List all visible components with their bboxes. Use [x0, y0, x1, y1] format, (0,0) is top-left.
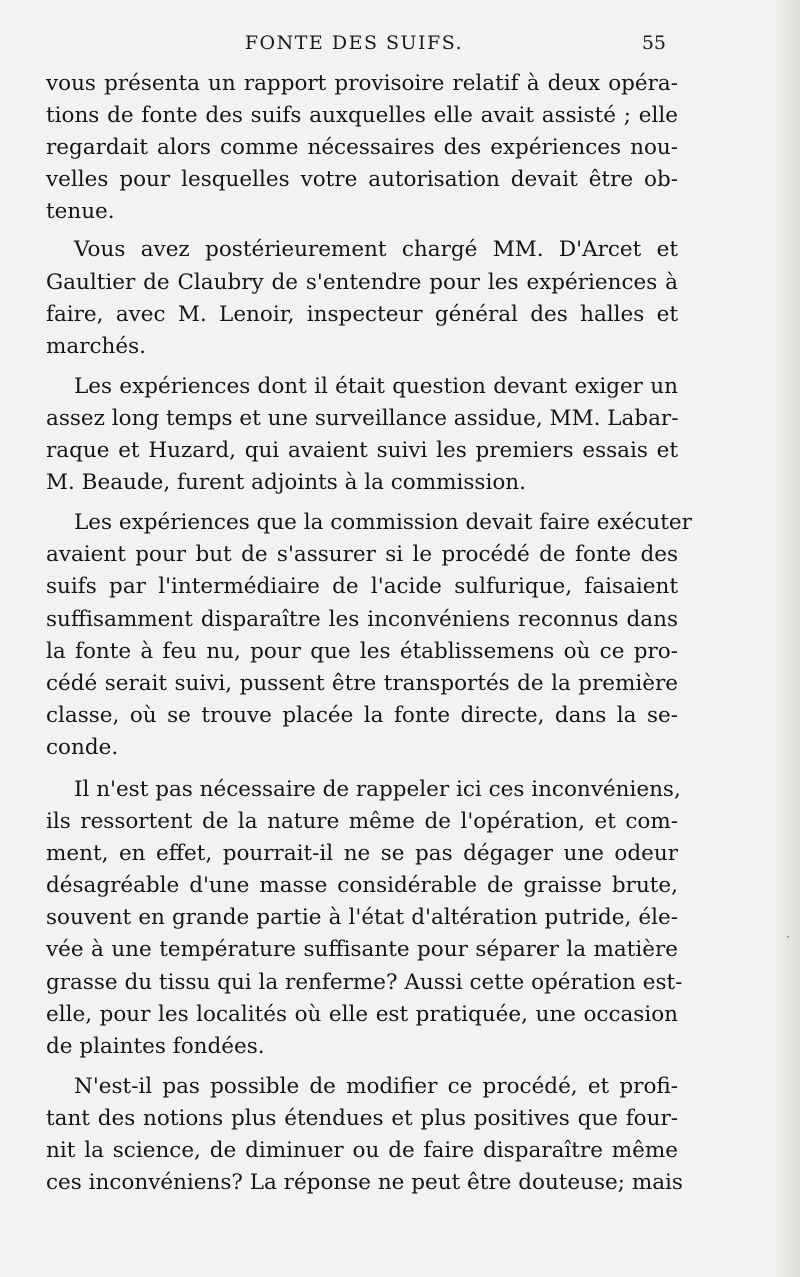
page-edge: [772, 0, 800, 1277]
text-line: conde.: [46, 734, 119, 760]
text-line: vée à une température suffisante pour séparer la matière: [46, 937, 678, 963]
text-line: marchés.: [46, 333, 146, 359]
text-line: grasse du tissu qui la renferme? Aussi cette opération est-: [46, 969, 683, 995]
paragraph: [46, 371, 678, 499]
text-line: tenue.: [46, 199, 115, 225]
paragraph: [46, 234, 678, 362]
text-line: avaient pour but de s'assurer si le procédé de fonte des: [46, 542, 678, 568]
text-line: classe, où se trouve placée la fonte directe, dans la se-: [46, 702, 678, 728]
text-line: suffisamment disparaître les inconvéniens reconnus dans: [46, 606, 678, 632]
paragraph-gap: [46, 363, 678, 371]
text-line: M. Beaude, furent adjoints à la commission.: [46, 470, 526, 496]
page-number: 55: [641, 32, 666, 54]
text-line: raque et Huzard, qui avaient suivi les premiers essais et: [46, 438, 678, 464]
text-line: N'est-il pas possible de modifier ce procédé, et profi-: [74, 1073, 678, 1099]
paragraph-gap: [46, 499, 678, 507]
text-line: faire, avec M. Lenoir, inspecteur général des halles et: [46, 301, 678, 327]
text-line: Vous avez postérieurement chargé MM. D'Arcet et: [74, 237, 678, 263]
paragraph: [46, 774, 683, 1063]
text-line: elle, pour les localités où elle est pratiquée, une occasion: [46, 1001, 678, 1027]
text-line: tions de fonte des suifs auxquelles elle avait assisté ; elle: [46, 103, 678, 129]
paragraph: [46, 507, 692, 764]
text-line: de plaintes fondées.: [46, 1033, 265, 1059]
text-line: vous présenta un rapport provisoire relatif à deux opéra-: [46, 71, 678, 96]
text-line: Les expériences que la commission devait faire exécuter: [74, 510, 692, 536]
text-line: suifs par l'intermédiaire de l'acide sulfurique, faisaient: [46, 574, 678, 600]
paragraph: [46, 68, 678, 228]
text-line: cédé serait suivi, pussent être transportés de la première: [46, 670, 678, 696]
running-title: FONTE DES SUIFS.: [244, 32, 464, 54]
text-line: souvent en grande partie à l'état d'altération putride, éle-: [46, 905, 678, 931]
body-text: [46, 68, 692, 1199]
text-line: velles pour lesquelles votre autorisation devait être ob-: [46, 167, 678, 193]
text-line: nit la science, de diminuer ou de faire disparaître même: [46, 1138, 678, 1163]
text-line: la fonte à feu nu, pour que les établissemens où ce pro-: [46, 638, 678, 664]
text-line: Les expériences dont il était question devant exiger un: [74, 373, 678, 399]
text-line: Gaultier de Claubry de s'entendre pour les expériences à: [46, 269, 678, 295]
text-line: assez long temps et une surveillance assidue, MM. Labar-: [46, 405, 679, 431]
paragraph-gap: [46, 764, 678, 774]
text-line: ils ressortent de la nature même de l'opération, et com-: [46, 809, 678, 835]
ink-speck: ·: [786, 930, 790, 944]
running-head: [46, 32, 666, 62]
text-line: désagréable d'une masse considérable de graisse brute,: [46, 873, 678, 899]
text-line: ces inconvéniens? La réponse ne peut être douteuse; mais: [46, 1170, 683, 1196]
text-line: regardait alors comme nécessaires des expériences nou-: [46, 135, 678, 161]
paragraph-gap: [46, 1063, 678, 1071]
paragraph: [46, 1071, 683, 1199]
text-line: Il n'est pas nécessaire de rappeler ici ces inconvéniens,: [74, 776, 681, 802]
text-line: ment, en effet, pourrait-il ne se pas dégager une odeur: [46, 841, 678, 867]
text-line: tant des notions plus étendues et plus positives que four-: [46, 1105, 678, 1131]
